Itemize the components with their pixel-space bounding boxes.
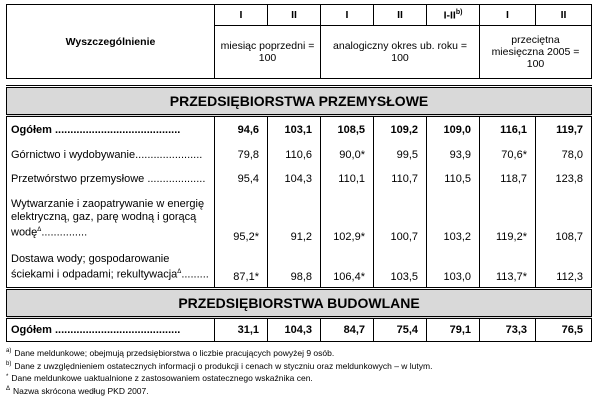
- value-cell: 95,4: [215, 167, 268, 191]
- footnote-text: Nazwa skrócona według PKD 2007.: [13, 386, 149, 397]
- value-cell: 106,4*: [321, 247, 374, 289]
- value-cell: 110,1: [321, 167, 374, 191]
- industry-rows: [7, 116, 592, 289]
- row-label-text: Ogółem .........................................: [11, 323, 181, 336]
- table-row: [7, 191, 592, 247]
- group-header-previous-month: miesiąc poprzedni = 100: [215, 26, 321, 79]
- value-cell: 84,7: [321, 318, 374, 342]
- group-header-average-2005: przeciętna miesięczna 2005 = 100: [480, 26, 592, 79]
- row-label-text: Górnictwo i wydobywanie......................: [11, 148, 203, 161]
- value-cell: 103,0: [427, 247, 480, 289]
- row-label: [7, 167, 215, 191]
- row-label: [7, 143, 215, 167]
- value-cell: 70,6*: [480, 143, 536, 167]
- col-header-1: I: [215, 5, 268, 26]
- row-label-leader: .........: [181, 268, 209, 281]
- row-label-leader: ...............: [41, 226, 88, 239]
- footnote-mark: a): [6, 348, 12, 354]
- row-label: [7, 116, 215, 144]
- value-cell: 93,9: [427, 143, 480, 167]
- value-cell: 99,5: [374, 143, 427, 167]
- value-cell: 79,1: [427, 318, 480, 342]
- value-cell: 98,8: [268, 247, 321, 289]
- value-cell: 119,2*: [480, 191, 536, 247]
- footnote: [6, 384, 591, 397]
- value-cell: 73,3: [480, 318, 536, 342]
- row-label-sup: Δ: [177, 268, 182, 275]
- value-cell: 108,5: [321, 116, 374, 144]
- value-cell: 102,9*: [321, 191, 374, 247]
- group-header-previous-year: analogiczny okres ub. roku = 100: [321, 26, 480, 79]
- value-cell: 100,7: [374, 191, 427, 247]
- row-label: [7, 247, 215, 289]
- value-cell: 104,3: [268, 167, 321, 191]
- col-header-5-sup: b): [455, 8, 463, 16]
- value-cell: 75,4: [374, 318, 427, 342]
- value-cell: 95,2*: [215, 191, 268, 247]
- footnote: [6, 346, 591, 359]
- value-cell: 76,5: [536, 318, 592, 342]
- table-row: [7, 167, 592, 191]
- value-cell: 90,0*: [321, 143, 374, 167]
- value-cell: 110,6: [268, 143, 321, 167]
- col-header-2: II: [268, 5, 321, 26]
- table-row: [7, 247, 592, 289]
- footnote-text: Dane meldunkowe uaktualnione z zastosowaniem ostatecznego wskaźnika cen.: [11, 373, 313, 384]
- value-cell: 123,8: [536, 167, 592, 191]
- value-cell: 110,5: [427, 167, 480, 191]
- value-cell: 103,1: [268, 116, 321, 144]
- col-header-6: I: [480, 5, 536, 26]
- table-container: [6, 4, 591, 397]
- value-cell: 112,3: [536, 247, 592, 289]
- value-cell: 94,6: [215, 116, 268, 144]
- row-label: [7, 318, 215, 342]
- table-row: [7, 318, 592, 342]
- value-cell: 109,0: [427, 116, 480, 144]
- footnote-mark: Δ: [6, 386, 11, 393]
- value-cell: 103,2: [427, 191, 480, 247]
- row-label-text: Wytwarzanie i zaopatrywanie w energię elektryczną, gaz, parę wodną i gorącą wodę: [11, 198, 205, 239]
- value-cell: 118,7: [480, 167, 536, 191]
- footnote: [6, 359, 591, 372]
- col-header-3: I: [321, 5, 374, 26]
- spacer: [7, 79, 592, 87]
- value-cell: 31,1: [215, 318, 268, 342]
- construction-rows: [7, 318, 592, 342]
- row-label-text: Przetwórstwo przemysłowe ...................: [11, 172, 206, 185]
- value-cell: 87,1*: [215, 247, 268, 289]
- footnote-mark: *: [6, 373, 9, 380]
- value-cell: 116,1: [480, 116, 536, 144]
- value-cell: 78,0: [536, 143, 592, 167]
- row-label-text: Ogółem .........................................: [11, 123, 181, 136]
- value-cell: 104,3: [268, 318, 321, 342]
- value-cell: 113,7*: [480, 247, 536, 289]
- value-cell: 110,7: [374, 167, 427, 191]
- footnote-text: Dane z uwzględnieniem ostatecznych informacji o produkcji i cenach w styczniu oraz meldunkowych – w lutym.: [14, 360, 433, 371]
- col-header-5: [427, 5, 480, 26]
- value-cell: 103,5: [374, 247, 427, 289]
- value-cell: 91,2: [268, 191, 321, 247]
- col-header-5-text: I-II: [443, 9, 456, 22]
- section-title-industry: PRZEDSIĘBIORSTWA PRZEMYSŁOWE: [7, 87, 592, 116]
- row-label-sup: Δ: [37, 227, 42, 234]
- col-header-4: II: [374, 5, 427, 26]
- col-header-7: II: [536, 5, 592, 26]
- footnote: [6, 372, 591, 385]
- table-row: [7, 116, 592, 144]
- header-row-label: Wyszczególnienie: [7, 5, 215, 79]
- value-cell: 108,7: [536, 191, 592, 247]
- production-index-table: [6, 4, 592, 342]
- section-title-construction: PRZEDSIĘBIORSTWA BUDOWLANE: [7, 289, 592, 318]
- footnote-text: Dane meldunkowe; obejmują przedsiębiorstwa o liczbie pracujących powyżej 9 osób.: [14, 347, 335, 358]
- footnote-mark: b): [6, 360, 12, 367]
- row-label: [7, 191, 215, 247]
- value-cell: 109,2: [374, 116, 427, 144]
- row-label-text: Dostawa wody; gospodarowanie ściekami i odpadami; rekultywacja: [11, 252, 178, 281]
- table-row: [7, 143, 592, 167]
- value-cell: 79,8: [215, 143, 268, 167]
- footnotes: [6, 346, 591, 397]
- value-cell: 119,7: [536, 116, 592, 144]
